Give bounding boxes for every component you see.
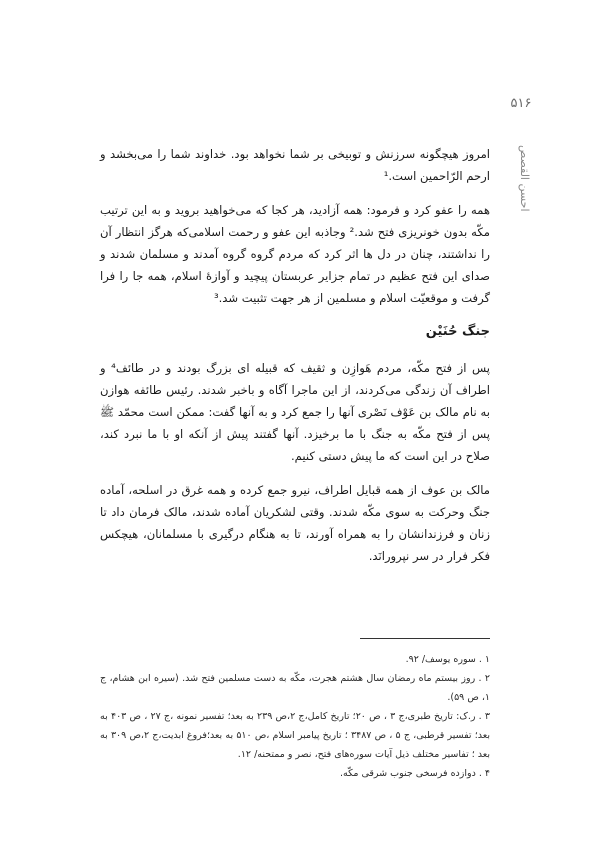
footnote-divider: [360, 638, 490, 639]
main-content: [100, 143, 490, 579]
footnote-3: ۳ . ر.ک: تاریخ طبری،ج ۳ ، ص ۲۰؛ تاریخ کامل،ج ۲،ص ۲۳۹ به بعد؛ تفسیر نمونه ،ج ۲۷ ، ص ۴۰۳ به بعد؛ تفسیر قرطبی، ج ۵ ، ص ۳۴۸۷ ؛ تاریخ پیامبر اسلام ،ص ۵۱۰ به بعد؛فروغ ابدیت،ج ۲،ص ۳۰۹ به بعد ؛ تفاسیر مختلف ذیل آیات سوره‌های فتح، نصر و ممتحنه/ ۱۲.: [100, 711, 490, 760]
footnotes: [100, 650, 490, 783]
paragraph-4: مالک بن عوف از همه قبایل اطراف، نیرو جمع کرده و همه غرق در اسلحه، آماده جنگ وحرکت به سوی مکّه شدند. وقتی لشکریان آماده شدند، مالک فرمان داد تا زنان و فرزندانشان را به همراه آورند، تا به هنگام درگیری با مسلمانان، هیچکس فکر فرار در سر نپرورانَد.: [100, 483, 490, 563]
paragraph-1: امروز هیچگونه سرزنش و توبیخی بر شما نخواهد بود. خداوند شما را می‌بخشد و ارحم الرّاحمین است.¹: [100, 147, 490, 183]
page-number: ۵۱۶: [510, 96, 532, 111]
paragraph-2: همه را عفو کرد و فرمود: همه آزادید، هر کجا که می‌خواهید بروید و به این ترتیب مکّه بدون خونریزی فتح شد.² وجاذبه این عفو و رحمت اسلامی‌که هرگز انتظار آن را نداشتند، چنان در دل ها اثر کرد که مردم گروه گروه آمدند و مسلمان شدند و صدای این فتح عظیم در تمام جزایر عربستان پیچید و آوازهٔ اسلام، همه جا را فرا گرفت و موقعیّت اسلام و مسلمین از هر جهت تثبیت شد.³: [100, 203, 491, 305]
paragraph-3: پس از فتح مکّه، مردم هَوازِن و ثقیف که قبیله ای بزرگ بودند و در طائف⁴ و اطراف آن زندگی می‌کردند، از این ماجرا آگاه و باخبر شدند. رئیس طائفه هوازن به نام مالک بن عَوْف نَصْری آنها را جمع کرد و به آنها گفت: ممکن است محمّد ﷺ پس از فتح مکّه به جنگ با ما برخیزد. آنها گفتند پیش از آنکه او با ما نبرد کند، صلاح در این است که ما پیش دستی کنیم.: [100, 361, 490, 463]
footnote-4: ۴ . دوازده فرسخی جنوب شرقی مکّه.: [340, 768, 490, 779]
footnote-1: ۱ . سوره یوسف/ ۹۲.: [405, 654, 490, 665]
section-heading: جنگ حُنَیْن: [425, 324, 490, 339]
running-title: احسن القصص: [518, 145, 531, 212]
footnote-2: ۲ . روز بیستم ماه رمضان سال هشتم هجرت، مکّه به دست مسلمین فتح شد. (سیره ابن هشام، ج ۱، ص ۵۹).: [100, 673, 490, 703]
